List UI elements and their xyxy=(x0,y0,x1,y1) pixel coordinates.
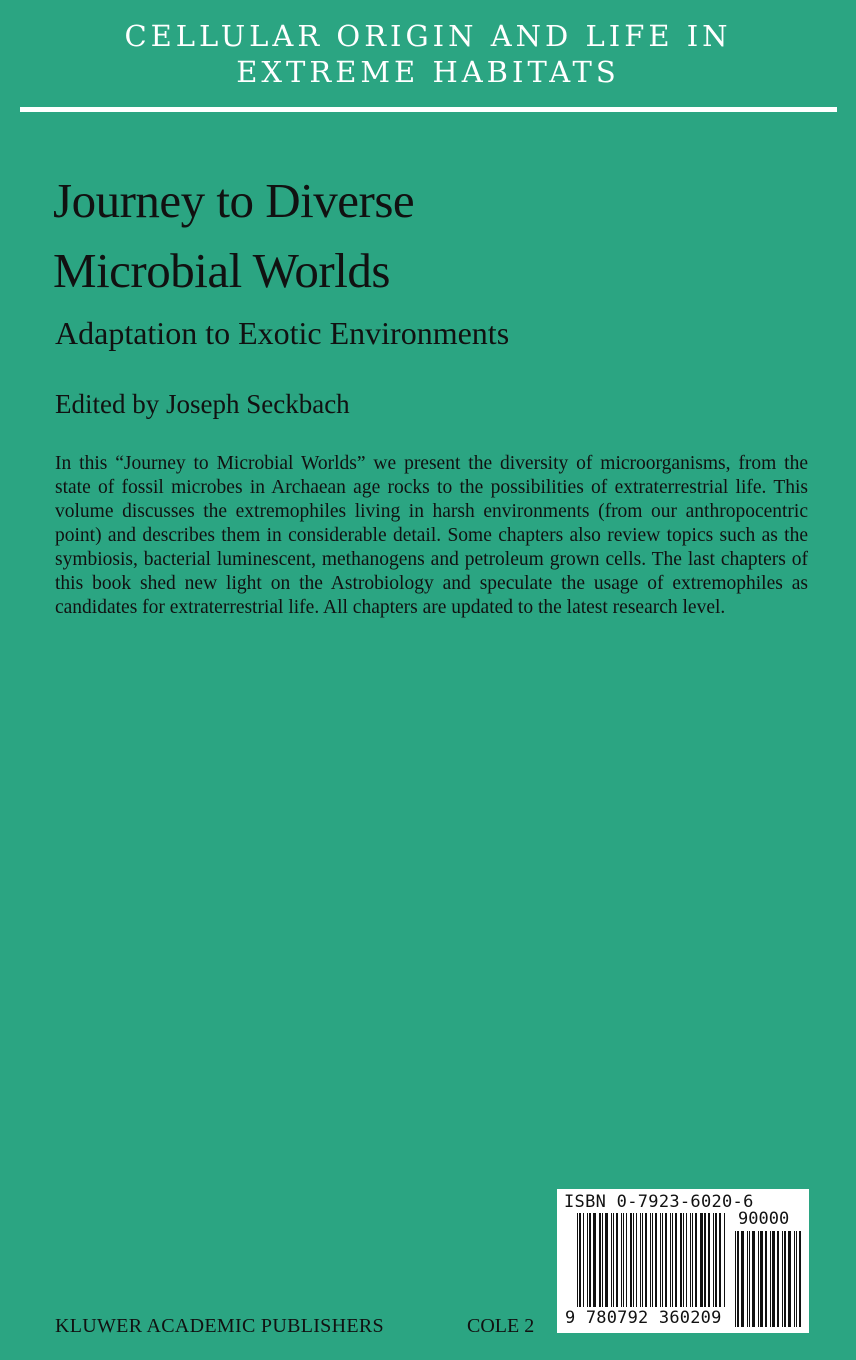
barcode-bar xyxy=(613,1213,614,1307)
barcode-bar xyxy=(652,1213,653,1307)
barcode-bar xyxy=(704,1213,706,1307)
barcode-bar xyxy=(719,1213,721,1307)
ean-digits: 9 780792 360209 xyxy=(565,1308,722,1328)
barcode-bar xyxy=(633,1213,634,1307)
barcode-bar xyxy=(788,1231,791,1327)
barcode-bar xyxy=(645,1213,647,1307)
divider-rule xyxy=(20,107,837,112)
barcode-bar xyxy=(692,1213,693,1307)
barcode-bar xyxy=(642,1213,643,1307)
barcode-bar xyxy=(713,1213,714,1307)
series-code: COLE 2 xyxy=(467,1315,535,1337)
book-subtitle: Adaptation to Exotic Environments xyxy=(55,315,510,351)
barcode-bar xyxy=(686,1213,687,1307)
barcode-bar xyxy=(724,1213,725,1307)
barcode-bar xyxy=(579,1213,581,1307)
publisher-name: KLUWER ACADEMIC PUBLISHERS xyxy=(55,1315,384,1337)
barcode-bar xyxy=(583,1213,584,1307)
series-title xyxy=(0,18,856,90)
book-title xyxy=(53,166,813,306)
barcode-bar xyxy=(690,1213,691,1307)
barcode-bar xyxy=(636,1213,637,1307)
barcode-bar xyxy=(752,1231,755,1327)
barcode-bar xyxy=(747,1231,748,1327)
book-description: In this “Journey to Microbial Worlds” we present the diversity of microorganisms, from the state of fossil microbes in Archaean age rocks to the possibilities of extraterrestrial life. This volume discusses the extremophiles living in harsh environments (from our anthropocentric point) and describes them in considerable detail. Some chapters also review topics such as the symbiosis, bacterial luminescent, methanogens and petroleum grown cells. The last chapters of this book shed new light on the Astrobiology and speculate the usage of extremophiles as candidates for extraterrestrial life. All chapters are updated to the latest research level. xyxy=(55,453,808,618)
barcode-bar xyxy=(616,1213,618,1307)
editor-credit: Edited by Joseph Seckbach xyxy=(55,389,350,419)
barcode-bar xyxy=(621,1213,622,1307)
barcode-panel xyxy=(557,1189,809,1333)
barcode-bar xyxy=(623,1213,624,1307)
barcode-bar xyxy=(599,1213,601,1307)
price-addon-number: 90000 xyxy=(738,1209,790,1229)
barcode-bar xyxy=(577,1213,578,1307)
barcode-bar xyxy=(760,1231,763,1327)
barcode-bar xyxy=(695,1213,697,1307)
barcode-bar xyxy=(708,1213,710,1307)
barcode-bar xyxy=(770,1231,771,1327)
barcode-bar xyxy=(602,1213,603,1307)
barcode-bar xyxy=(593,1213,596,1307)
barcode-bar xyxy=(640,1213,641,1307)
barcode-bar xyxy=(665,1213,667,1307)
barcode-bar xyxy=(655,1213,657,1307)
barcode-bar xyxy=(589,1213,591,1307)
barcode-bar xyxy=(772,1231,775,1327)
addon-barcode xyxy=(735,1231,801,1327)
barcode-bar xyxy=(662,1213,663,1307)
barcode-bar xyxy=(735,1231,736,1327)
barcode-bar xyxy=(796,1231,797,1327)
ean-barcode xyxy=(577,1213,725,1307)
barcode-bar xyxy=(670,1213,671,1307)
barcode-bar xyxy=(741,1231,744,1327)
barcode-bar xyxy=(777,1231,779,1327)
barcode-bar xyxy=(749,1231,750,1327)
barcode-bar xyxy=(680,1213,682,1307)
book-title-line-1: Journey to Diverse xyxy=(53,173,415,228)
barcode-bar xyxy=(700,1213,703,1307)
barcode-bar xyxy=(587,1213,588,1307)
barcode-bar xyxy=(672,1213,673,1307)
barcode-bar xyxy=(626,1213,627,1307)
barcode-bar xyxy=(675,1213,677,1307)
series-title-line-2: EXTREME HABITATS xyxy=(236,55,620,89)
barcode-bar xyxy=(630,1213,632,1307)
series-title-line-1: CELLULAR ORIGIN AND LIFE IN xyxy=(124,19,732,53)
barcode-bar xyxy=(683,1213,684,1307)
barcode-bar xyxy=(784,1231,786,1327)
barcode-bar xyxy=(605,1213,608,1307)
barcode-bar xyxy=(737,1231,739,1327)
barcode-bar xyxy=(611,1213,612,1307)
barcode-bar xyxy=(799,1231,801,1327)
barcode-bar xyxy=(758,1231,759,1327)
barcode-bar xyxy=(794,1231,795,1327)
barcode-bar xyxy=(650,1213,651,1307)
barcode-bar xyxy=(765,1231,767,1327)
book-title-line-2: Microbial Worlds xyxy=(53,243,390,298)
barcode-bar xyxy=(660,1213,661,1307)
isbn-number: ISBN 0-7923-6020-6 xyxy=(564,1192,754,1212)
barcode-bar xyxy=(782,1231,783,1327)
barcode-bar xyxy=(715,1213,717,1307)
